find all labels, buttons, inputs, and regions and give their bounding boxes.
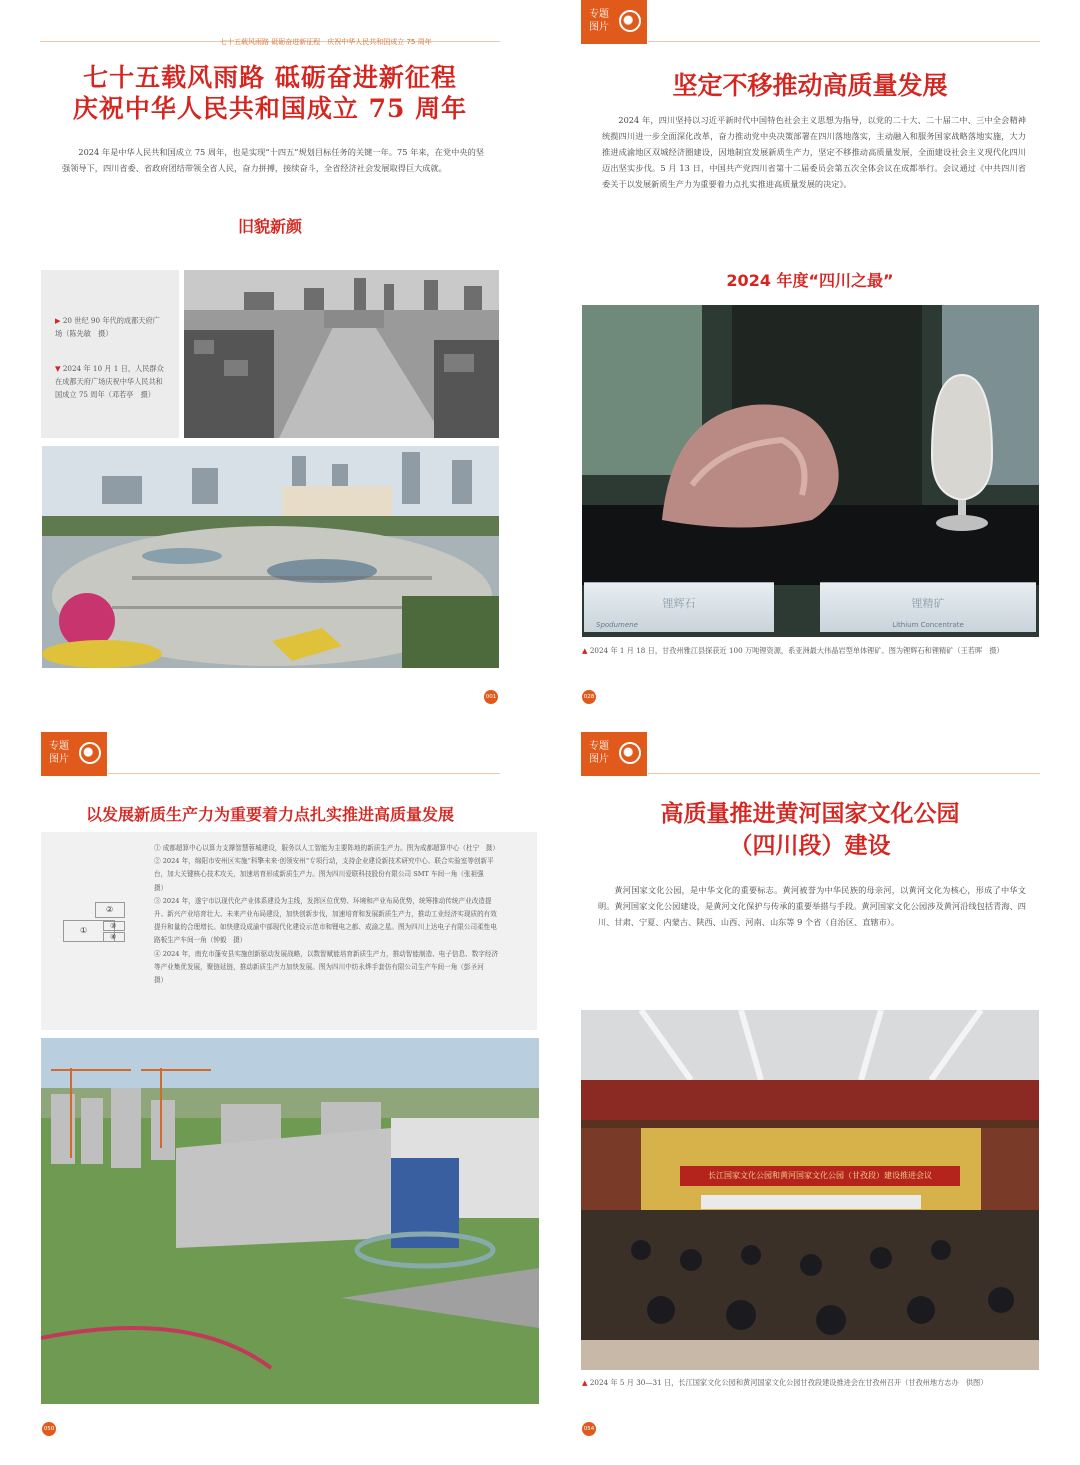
old-square-photo [184,270,499,438]
caption-3: ③ 2024 年，遂宁市以现代化产业体系建设为主线，发挥区位优势、环境和产业布局优势，统筹推动传统产业改造提升、新兴产业培育壮大、未来产业布局建设，加快创新步伐，加速培育和发展新质生产力，推动工业经济实现质的有效提升和量的合理增长。如快建设成渝中部现代化建设示范市和锂电之都、成渝之星。图为四川上达电子有限公司柔性电路板生产车间一角（钟毅 摄） [154,896,497,945]
page-4 [540,732,1080,1464]
supercomputing-center-photo [41,1038,539,1404]
top-rule [108,773,500,774]
placard-spodumene: 锂辉石 Spodumene [584,582,774,632]
intro-paragraph: 2024 年是中华人民共和国成立 75 周年，也是实现“十四五”规划目标任务的关键一年。75 年来，在党中央的坚强领导下，四川省委、省政府团结带领全省人民，奋力拼搏，接续奋斗，全省经济社会发展取得巨大成就。 [62,147,484,173]
panda-icon [619,10,641,32]
new-square-photo [42,446,499,668]
intro-paragraph: 2024 年，四川坚持以习近平新时代中国特色社会主义思想为指导，以党的二十大、二十届二中、三中全会精神统揽四川进一步全面深化改革，奋力推动党中央决策部署在四川落地落实，主动融入和服务国家战略落地实施，大力推进成渝地区双城经济圈建设，因地制宜发展新质生产力，坚定不移推动高质量发展，全面建设社会主义现代化四川迈出坚实步伐。5 月 13 日，中国共产党四川省第十二届委员会第五次全体会议在成都举行。会议通过《中共四川省委关于以发展新质生产力为重要着力点扎实推进高质量发展的决定》。 [602,115,1026,189]
meeting-photo [581,1010,1039,1370]
caption-panel [41,832,537,1030]
page-number: 050 [42,1422,56,1436]
photo-caption: ▲ 2024 年 1 月 18 日，甘孜州雅江县探获近 100 万吨锂资源，系亚洲最大伟晶岩型单体锂矿。图为锂辉石和锂精矿（王若晖 摄） [582,646,1004,655]
caption-list [154,842,499,987]
page-2 [540,0,1080,732]
top-rule [648,773,1040,774]
page-number: 054 [582,1422,596,1436]
page-number: 028 [582,690,596,704]
page-title [40,62,500,124]
section-title: 旧貌新颜 [237,217,302,236]
page-1 [0,0,540,732]
title-line-2: 庆祝中华人民共和国成立 75 周年 [72,94,468,123]
caption-2: ② 2024 年，绵阳市安州区实施“科擎未来·创领安州”专项行动，支持企业建设新技术研究中心、联合实验室等创新平台，加大关键核心技术攻关，加速培育形成新质生产力。图为四川爱联科技股份有限公司 SMT 车间一角（张祖强 摄） [154,857,494,892]
key-4: ④ [103,932,125,942]
caption-old-photo: ▶ 20 世纪 90 年代的成都天府广场（陈先敏 摄） [55,316,160,338]
page-number: 001 [484,690,498,704]
caption-panel [41,270,179,438]
caption-4: ④ 2024 年，南充市蓬安县实施创新驱动发展战略，以数智赋能培育新质生产力，推动智能制造、电子信息、数字经济等产业集优发展，聚链延链，推动新质生产力加快发展。图为四川中纺永烨手套仿有限公司生产车间一角（彭圣河 摄） [154,949,499,985]
running-head: 七十五载风雨路 砥砺奋进新征程 庆祝中华人民共和国成立 75 周年 [220,38,432,46]
panda-icon [619,742,641,764]
panda-icon [79,742,101,764]
meeting-banner: 长江国家文化公园和黄河国家文化公园（甘孜段）建设推进会议 [680,1166,960,1186]
caption-1: ① 成都超算中心以算力支撑智慧蓉城建设，服务以人工智能为主要阵地的新质生产力。图为成都超算中心（杜宁 摄） [154,844,499,852]
topic-tag: 专题图片 [581,732,647,776]
key-3: ③ [103,921,125,931]
intro-paragraph: 黄河国家文化公园，是中华文化的重要标志。黄河被誉为中华民族的母亲河，以黄河文化为核心，形成了中华文明。黄河国家文化公园建设，是黄河文化保护与传承的重要举措与手段。黄河国家文化公园涉及黄河沿线包括青海、四川、甘肃、宁夏、内蒙古、陕西、山西、河南、山东等 9 个省（自治区、直辖市）。 [598,885,1026,927]
caption-new-photo: ▼ 2024 年 10 月 1 日，人民群众在成都天府广场庆祝中华人民共和国成立 75 周年（邓若亭 摄） [55,364,164,399]
section-title: 2024 年度“四川之最” [726,271,894,290]
topic-tag: 专题图片 [581,0,647,44]
page-title: 坚定不移推动高质量发展 [672,71,948,100]
title-line-2: （四川段）建设 [729,832,891,859]
photo-caption: ▲ 2024 年 5 月 30—31 日，长江国家文化公园和黄河国家文化公园甘孜段建设推进会在甘孜州召开（甘孜州地方志办 供图） [582,1378,988,1387]
key-1: ① [63,920,115,942]
top-rule [648,41,1040,42]
page-title [580,798,1040,862]
topic-tag: 专题图片 [41,732,107,776]
title-line-1: 高质量推进黄河国家文化公园 [660,800,960,827]
page-title: 以发展新质生产力为重要着力点扎实推进高质量发展 [85,805,454,824]
title-line-1: 七十五载风雨路 砥砺奋进新征程 [83,63,457,92]
key-2: ② [95,902,125,918]
page-3 [0,732,540,1464]
placard-lithium-concentrate: 锂精矿 Lithium Concentrate [820,582,1036,632]
